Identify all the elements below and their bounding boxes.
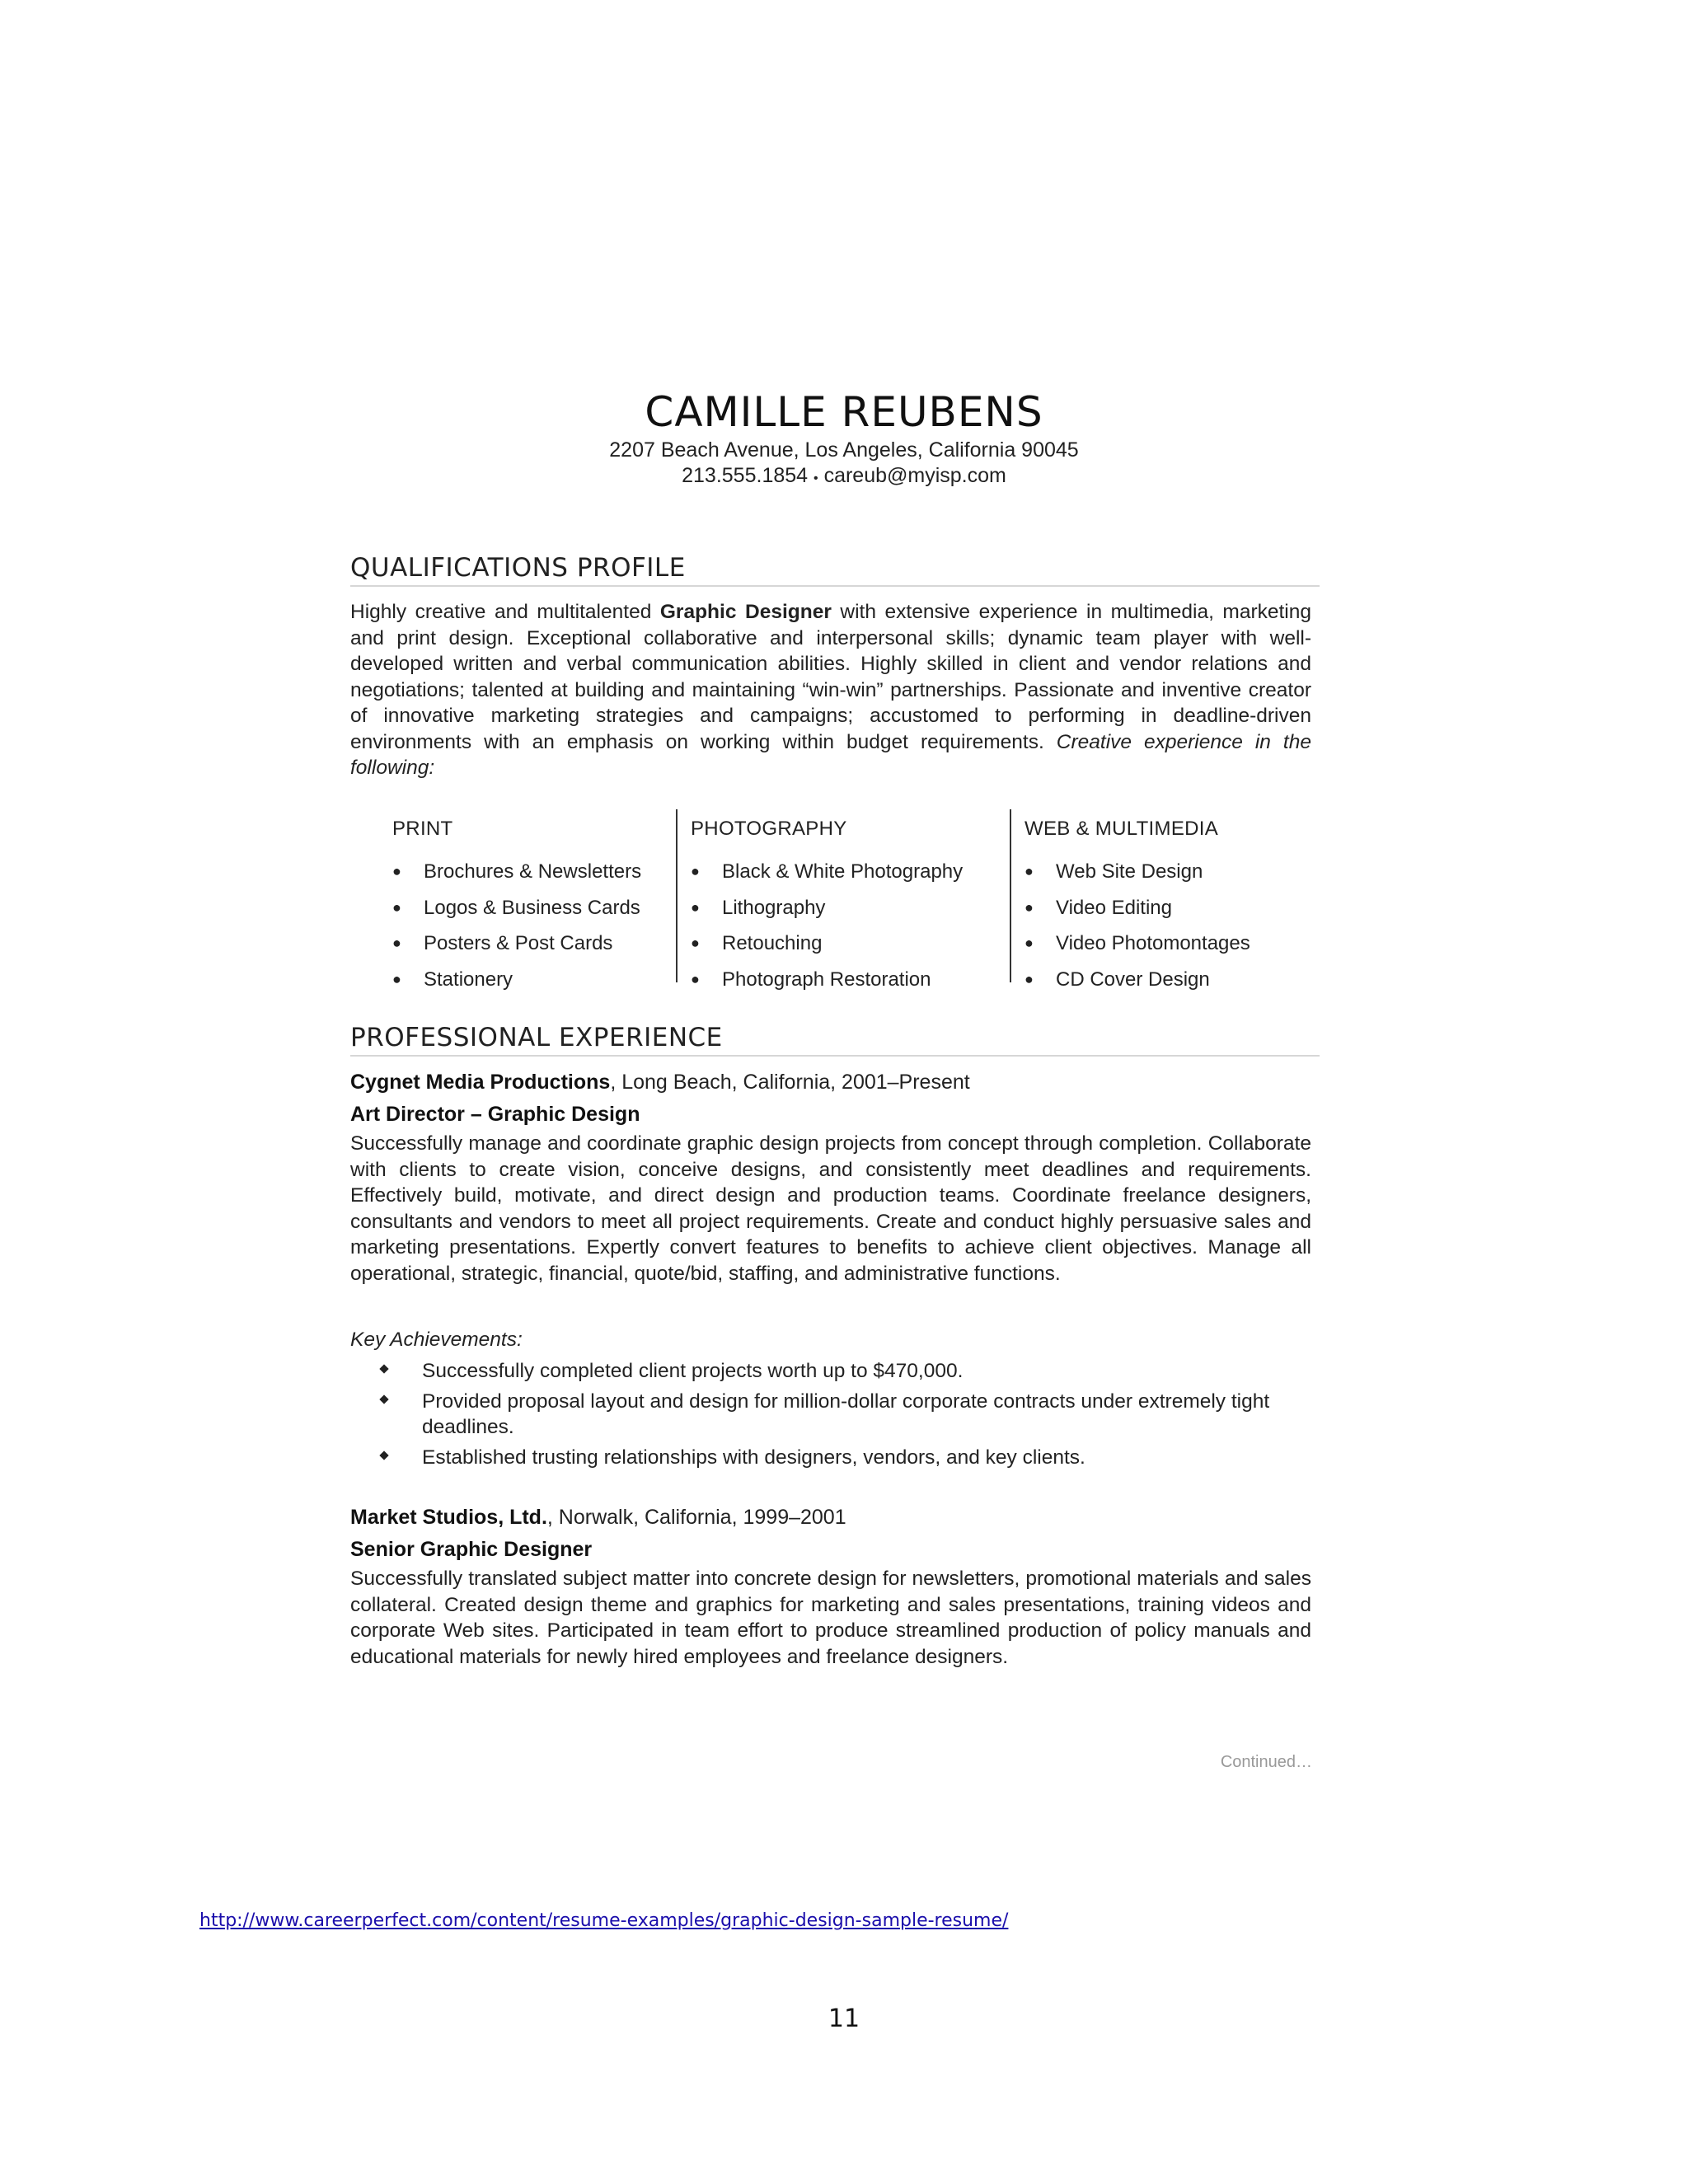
diamond-bullet-icon — [379, 1451, 388, 1460]
list-item-label: CD Cover Design — [1056, 968, 1210, 991]
list-item — [392, 963, 641, 999]
list-item-label: Logos & Business Cards — [424, 896, 640, 919]
list-item-label: Web Site Design — [1056, 860, 1203, 883]
company-location-dates: , Long Beach, California, 2001–Present — [610, 1071, 970, 1094]
qualifications-italic-tail: Creative experience in the following: — [350, 730, 1311, 779]
column-heading: PRINT — [392, 818, 453, 840]
diamond-bullet-icon — [379, 1394, 388, 1404]
skills-column-photography — [676, 809, 1011, 991]
list-item-label: Video Editing — [1056, 896, 1172, 919]
source-link[interactable]: http://www.careerperfect.com/content/resume-examples/graphic-design-sample-resume/ — [199, 1910, 1009, 1931]
continued-note: Continued… — [1220, 1753, 1312, 1771]
job-title: Senior Graphic Designer — [350, 1538, 593, 1561]
list-item — [379, 1389, 1286, 1441]
column-heading: WEB & MULTIMEDIA — [1025, 818, 1219, 840]
bullet-icon: ● — [691, 935, 700, 951]
achievement-text: Successfully completed client projects worth up to $470,000. — [422, 1360, 964, 1382]
phone: 213.555.1854 — [682, 464, 809, 487]
job-company-line — [350, 1504, 846, 1530]
address: 2207 Beach Avenue, Los Angeles, California 90045 — [609, 438, 1079, 462]
candidate-name: CAMILLE REUBENS — [645, 388, 1043, 436]
list-item — [392, 855, 641, 891]
list-item — [1025, 891, 1250, 927]
list-item — [1025, 963, 1250, 999]
bullet-icon: ● — [1025, 863, 1034, 879]
experience-heading: PROFESSIONAL EXPERIENCE — [350, 1022, 1320, 1057]
list-item-label: Posters & Post Cards — [424, 932, 613, 954]
bullet-icon: ● — [392, 898, 401, 916]
list-item — [691, 891, 963, 927]
bullet-icon: ● — [1025, 898, 1034, 916]
job-description: Successfully manage and coordinate graphic design projects from concept through completion. Collaborate with clients to create vision, conceive designs, and consistently meet deadlines and requirements. Effectively build, motivate, and direct design and production teams. Coordinate freelance designers, consultants and vendors to meet all project requirements. Create and conduct highly persuasive sales and marketing presentations. Expertly convert features to benefits to achieve client objectives. Manage all operational, strategic, financial, quote/bid, staffing, and administrative functions. — [350, 1132, 1311, 1285]
diamond-bullet-icon — [379, 1364, 388, 1373]
skills-column-print — [379, 809, 676, 991]
qualifications-heading: QUALIFICATIONS PROFILE — [350, 552, 1320, 587]
list-item — [691, 926, 963, 963]
bullet-icon: ● — [392, 935, 401, 951]
bullet-icon: ● — [691, 970, 700, 987]
list-item — [379, 1445, 1286, 1471]
list-item — [1025, 926, 1250, 963]
bullet-icon: ● — [691, 863, 700, 879]
page-number: 11 — [828, 2004, 860, 2033]
bullet-icon: ● — [1025, 970, 1034, 987]
phone-email-line — [0, 462, 1688, 492]
company-name: Cygnet Media Productions — [350, 1071, 611, 1094]
list-item-label: Black & White Photography — [722, 860, 964, 883]
list-item-label: Retouching — [722, 932, 823, 954]
list-item — [379, 1358, 1286, 1385]
qualifications-text-start: Highly creative and multitalented — [350, 601, 660, 623]
list-item — [392, 891, 641, 927]
email: careub@myisp.com — [823, 464, 1006, 487]
job-title: Art Director – Graphic Design — [350, 1103, 640, 1126]
job-description: Successfully translated subject matter into concrete design for newsletters, promotional materials and sales collateral. Created design theme and graphics for marketing and sales presentations, training videos and corporate Web sites. Participated in team effort to produce streamlined production of policy manuals and educational materials for newly hired employees and freelance designers. — [350, 1568, 1311, 1668]
company-location-dates: , Norwalk, California, 1999–2001 — [546, 1506, 846, 1529]
qualifications-bold-title: Graphic Designer — [659, 601, 832, 623]
company-name: Market Studios, Ltd. — [350, 1506, 547, 1529]
achievements-list — [379, 1358, 1286, 1474]
bullet-icon: ● — [691, 898, 700, 916]
list-item-label: Brochures & Newsletters — [424, 860, 642, 883]
list-item-label: Video Photomontages — [1056, 932, 1250, 954]
key-achievements-label: Key Achievements: — [350, 1329, 523, 1351]
list-item-label: Stationery — [424, 968, 513, 991]
separator-bullet: • — [814, 471, 818, 485]
list-item-label: Lithography — [722, 896, 826, 919]
column-heading: PHOTOGRAPHY — [691, 818, 847, 840]
list-item — [691, 963, 963, 999]
skills-columns — [379, 809, 1311, 991]
qualifications-text — [350, 599, 1311, 781]
bullet-icon: ● — [392, 863, 401, 879]
achievement-text: Provided proposal layout and design for million-dollar corporate contracts under extremely tight deadlines. — [422, 1390, 1270, 1438]
list-item — [392, 926, 641, 963]
qualifications-text-rest: with extensive experience in multimedia, marketing and print design. Exceptional collaborative and interpersonal skills; dynamic team player with well-developed written and verbal communication abilities. Highly skilled in client and vendor relations and negotiations; talented at building and maintaining “win-win” partnerships. Passionate and inventive creator of innovative marketing strategies and campaigns; accustomed to performing in deadline-driven environments with an emphasis on working within budget requirements. — [350, 601, 1312, 753]
skills-column-web-multimedia — [1010, 809, 1308, 991]
bullet-icon: ● — [1025, 935, 1034, 951]
achievement-text: Established trusting relationships with designers, vendors, and key clients. — [422, 1446, 1085, 1469]
job-company-line — [350, 1069, 970, 1095]
list-item — [691, 855, 963, 891]
list-item-label: Photograph Restoration — [722, 968, 931, 991]
list-item — [1025, 855, 1250, 891]
bullet-icon: ● — [392, 970, 401, 987]
